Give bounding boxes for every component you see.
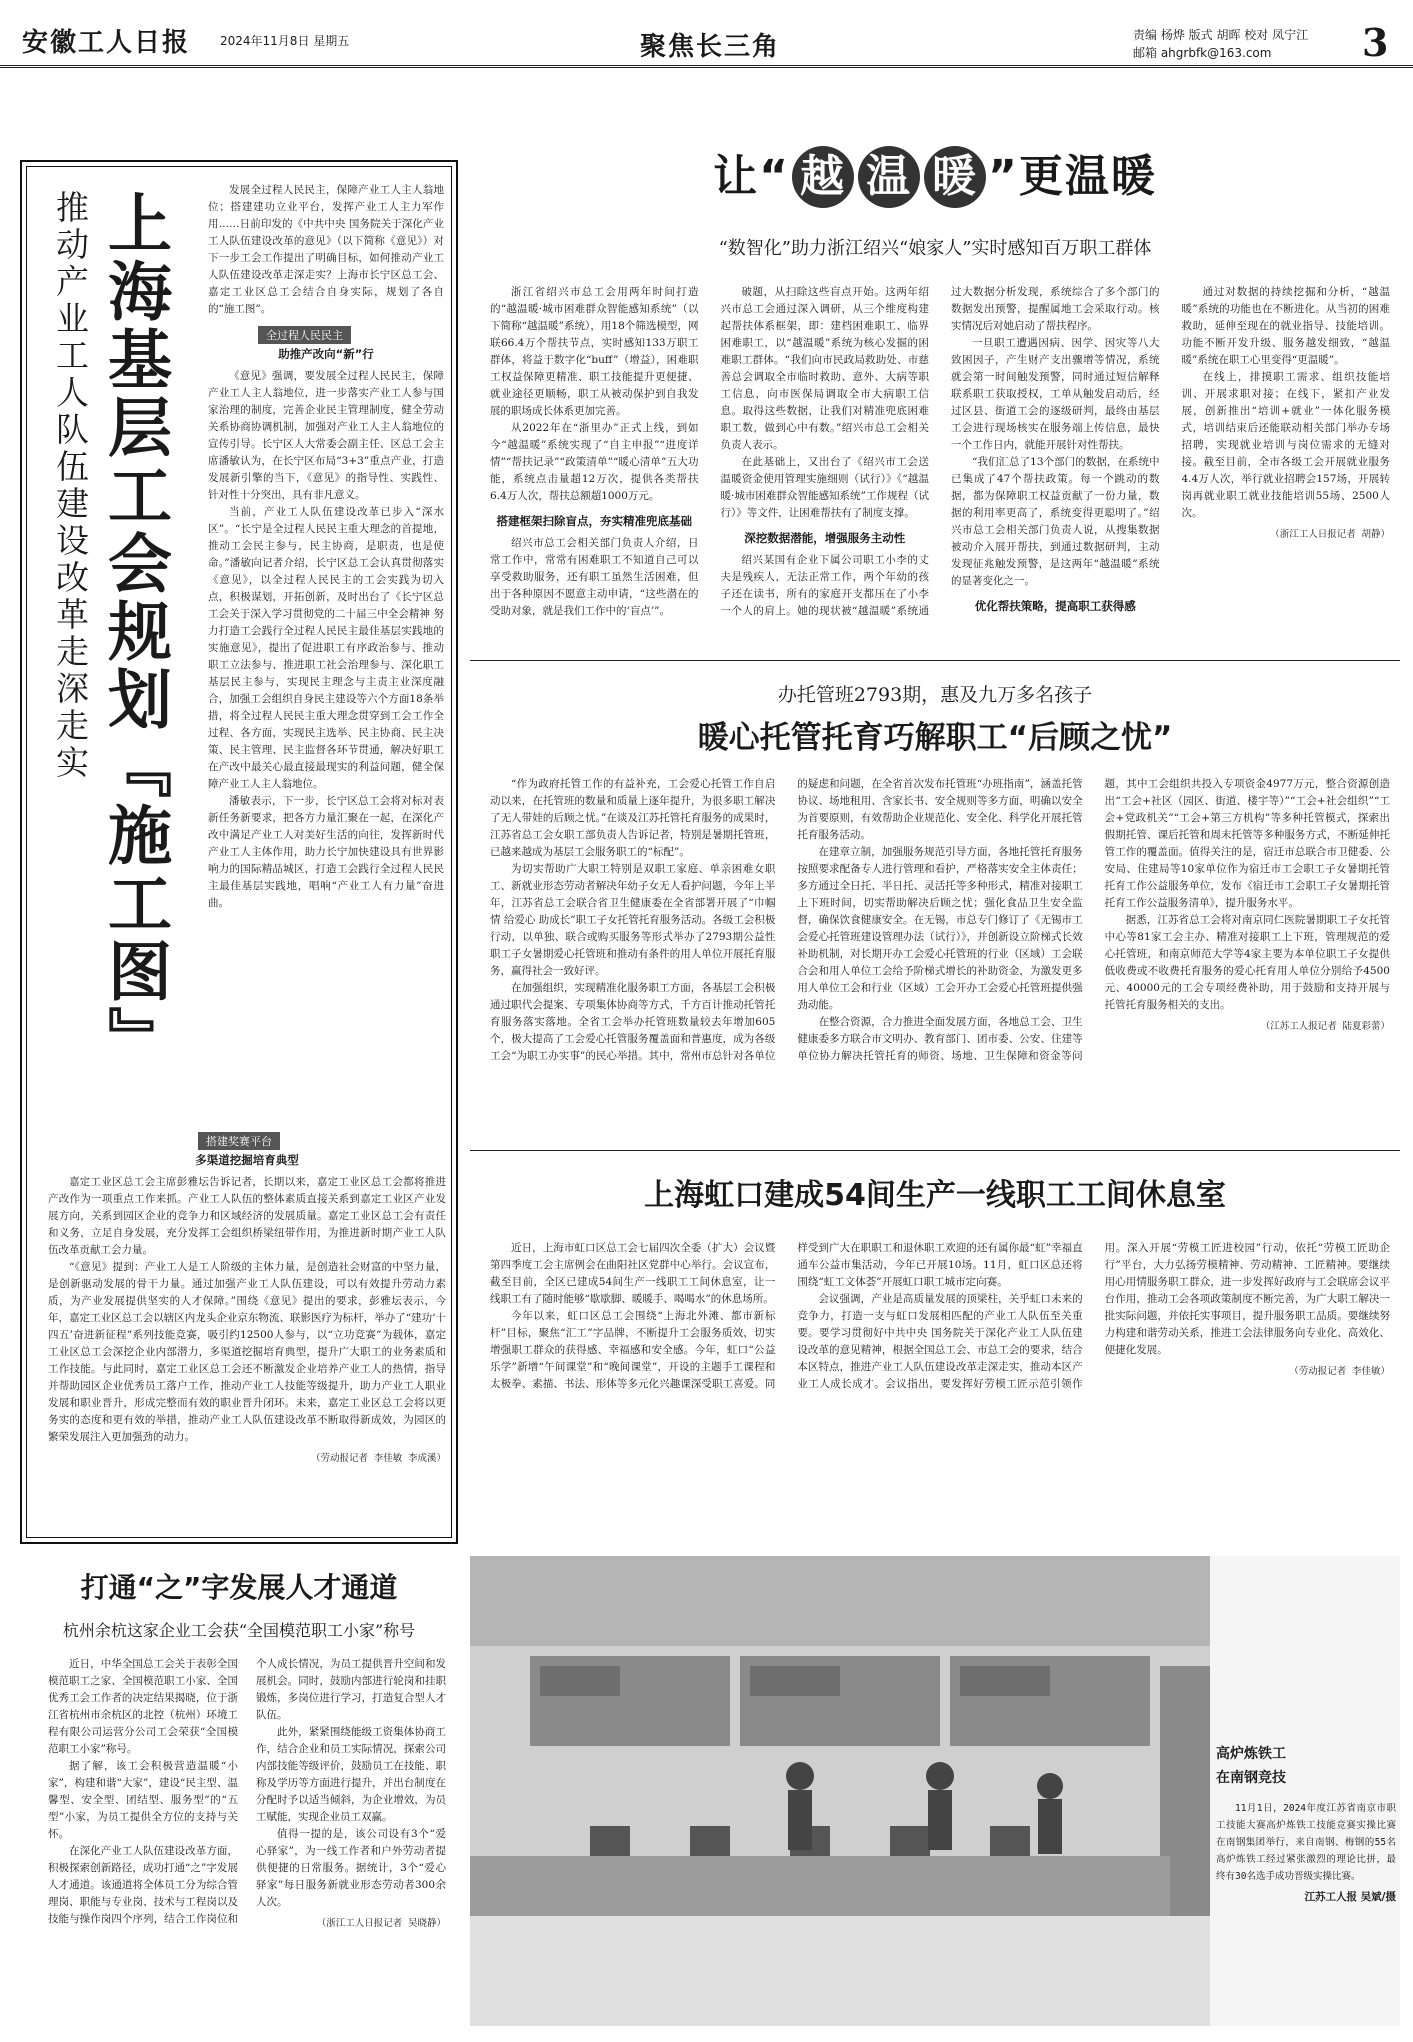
- paragraph: 在建章立制，加强服务规范引导方面，各地托管托育服务按照要求配备专人进行管理和看护，严格落实安全主体责任；多方通过全日托、半日托、灵活托等多种形式，精准对接职工上下班时间，切实帮助解决后顾之忧；强化食品卫生安全监督，确保饮食健康安全。在无锡，市总专门修订了《无锡市工会爱心托管班建设管理办法（试行）》，并创新设立阶梯式长效补助机制，对长期开办工会爱心托管班的行业（区域）工会联合会和用人单位工会给予阶梯式增长的补助资金，为激发更多用人单位工会和行业（区域）工会开办工会爱心托管班提供强劲动能。: [797, 846, 1083, 1011]
- paragraph: “作为政府托管工作的有益补充，工会爱心托管工作自启动以来，在托管班的数量和质量上逐年提升，为很多职工解决了无人带娃的后顾之忧。”在谈及江苏托管托育服务的成果时，江苏省总工会女职工部负责人告诉记者，特别是暑期托管班，已越来越成为基层工会服务职工的“标配”。: [490, 778, 776, 858]
- shanghai-lead-paragraph: 发展全过程人民民主，保障产业工人主人翁地位；搭建建功立业平台，发挥产业工人主力军作用……日前印发的《中共中央 国务院关于深化产业工人队伍建设改革的意见》（以下简称《意见》）对下一步工会工作提出了明确目标，如何推动产业工人队伍建设改革走深走实？上海市长宁区总工会、嘉定工业区总工会结合自身实际，规划了各自的“施工图”。: [208, 184, 444, 315]
- photo-illustration: [470, 1556, 1400, 2026]
- byline: （劳动报记者 李佳敏 李成溪）: [311, 1453, 446, 1464]
- paragraph: 当前，产业工人队伍建设改革已步入“深水区”。“长宁是全过程人民民主重大理念的首提地，推动工会民主参与，民主协商，是职责，也是使命。”潘敏向记者介绍，长宁区总工会认真贯彻落实《意见》，以全过程人民民主的工会实践为切入点，积极谋划，开拓创新，及时出台了《长宁区总工会关于深入学习贯彻党的二十届三中全会精神 努力打造工会践行全过程人民民主最佳基层实践地的实施意见》，提出了促进职工有序政治参与、推动职工立法参与、推进职工社会治理参与、深化职工基层民主参与，实现民主理念与主责主业深度融合，加强工会组织自身民主建设等六个方面18条举措，将全过程人民民主重大理念贯穿到工会工作全过程、各方面，实现民主选举、民主协商、民主决策、民主管理、民主监督各环节贯通，解决好职工在产改中最关心最直接最现实的利益问题，健全保障产业工人主人翁地位。: [208, 506, 444, 790]
- headline-char-circle: 越: [792, 146, 854, 208]
- shaoxing-body: [490, 284, 1390, 642]
- zhi-subhead: 杭州余杭这家企业工会获“全国模范职工小家”称号: [62, 1621, 416, 1640]
- paragraph: 《意见》强调，要发展全过程人民民主，保障产业工人主人翁地位，进一步落实产业工人参与国家治理的制度，完善企业民主管理制度，健全劳动关系协商协调机制，加强对产业工人主人翁地位的宣传引导。长宁区人大常委会副主任、区总工会主席潘敏认为，在长宁区布局“3+3”重点产业，打造发展新引擎的当下，《意见》的指导性、实践性、针对性十分突出，具有非凡意义。: [208, 370, 444, 501]
- paragraph: 破题，从扫除这些盲点开始。这两年绍兴市总工会通过深入调研，从三个维度构建起帮扶体系框架，即：建档困难职工、临界困难职工，以“越温暖”系统为核心发掘的困难职工群体。“我们向市民政局救助处、市慈善总会调取全市临时救助、意外、大病等职工信息，向市医保局调取全市大病职工信息。取得这些数据，让我们对精准兜底困难职工数，做到心中有数。”绍兴市总工会相关负责人表示。: [720, 286, 929, 451]
- section-subhead: 优化帮扶策略，提高职工获得感: [974, 599, 1136, 613]
- caption-title-line: 高炉炼铁工: [1216, 1746, 1286, 1762]
- paragraph: “《意见》提到：产业工人是工人阶级的主体力量，是创造社会财富的中坚力量，是创新驱动发展的骨干力量。通过加强产业工人队伍建设，可以有效提升劳动力素质，为产业发展提供坚实的人才保障。”围绕《意见》提出的要求，彭雅坛表示，今年，嘉定工业区总工会以辖区内龙头企业京东物流、联影医疗为标杆，举办了“建功‘十四五’奋进新征程”系列技能竞赛，吸引约12500人参与，以“立功竞赛”为载体，嘉定工业区总工会深挖企业内部潜力，多渠道挖掘培育典型，提升广大职工的业务素质和工作技能。与此同时，嘉定工业区总工会还不断激发企业培养产业工人的热情，指导并帮助园区企业优秀员工落户工作，推动产业工人技能等级提升，助力产业工人职业发展和职业晋升，形成完整而有效的职业晋升闭环。未来，嘉定工业区总工会将以更务实的态度和更有效的举措，推动产业工人队伍建设改革不断取得新成效，为园区的繁荣发展注入更加强劲的动力。: [48, 1261, 446, 1443]
- paragraph: 从2022年在“浙里办”正式上线，到如今“越温暖”系统实现了“自主申报”“进度详情”“帮扶记录”“政策清单”“暖心清单”五大功能，系统点击量超12万次，提供各类帮扶6.4万人次，帮扶总额超1000万元。: [490, 422, 699, 502]
- paragraph: 在线上，排摸职工需求、组织技能培训、开展求职对接；在线下，紧扣产业发展，创新推出“培训+就业”一体化服务模式，培训结束后还能联动相关部门举办专场招聘，实现就业培训与岗位需求的无缝对接。截至目前，全市各级工会开展就业服务4.4万人次，举行就业招聘会157场，开展转岗再就业职工就业技能培训55场、2500人次。: [1181, 371, 1390, 519]
- caption-title-line: 在南钢竞技: [1216, 1770, 1286, 1786]
- paragraph: 为切实帮助广大职工特别是双职工家庭、单亲困难女职工、新就业形态劳动者解决年幼子女无人看护问题，今年上半年，江苏省总工会联合省卫生健康委在全省部署开展了“巾帼情 给爱心 助成长”职工子女托管托育服务活动。各级工会积极行动，以单独、联合或购买服务等形式举办了2793期公益性职工子女暑期爱心托管班和推动有条件的用人单位开展托育服务，赢得社会一致好评。: [490, 863, 776, 977]
- paragraph: 值得一提的是，该公司设有3个“爱心驿家”，为一线工作者和户外劳动者提供便捷的日常服务。据统计，3个“爱心驿家”每日服务新就业形态劳动者300余人次。: [256, 1828, 446, 1908]
- headline-char-circle: 暖: [924, 146, 986, 208]
- masthead: [0, 0, 1413, 68]
- paragraph: 浙江省绍兴市总工会用两年时间打造的“越温暖·城市困难群众智能感知系统”（以下简称“越温暖”系统），用18个筛选模型，网联66.4万个帮扶节点，实时感知133万职工群体，将益于数字化“buff”（增益），困难职工权益保障更精准、职工技能提升更便捷、就业途径更顺畅，职工从被动保护到自我发展的职场成长体系更加完善。: [490, 286, 699, 417]
- paragraph: 通过对数据的持续挖掘和分析，“越温暖”系统的功能也在不断进化。从当初的困难救助，延伸至现在的就业指导、技能培训。功能不断开发升级、服务越发细致，“越温暖”系统在职工心里变得“更温暖”。: [1181, 286, 1390, 366]
- headline-prefix: 让“: [713, 151, 790, 202]
- photo-credit: 江苏工人报 吴斌/摄: [1304, 1891, 1396, 1903]
- section-subhead: 搭建框架扫除盲点，夯实精准兜底基础: [496, 514, 692, 528]
- paragraph: 在深化产业工人队伍建设改革方面，积极探索创新路径，成功打通“之”字发展人才通道。该通道将全体员工分为综合管理岗、职能与专业岗、技术与工程岗以及技能与操作岗四个序列，结合工作岗位和个人成长情况，为员工提供晋升空间和发展机会。同时，鼓励内部进行轮岗和挂职锻炼，多岗位进行学习，打造复合型人才队伍。: [48, 1658, 446, 1925]
- shanghai-column-a: [208, 182, 444, 912]
- hongkou-body: [490, 1240, 1390, 1525]
- paragraph: 据了解，该工会积极营造温暖“小家”，构建和谐“大家”，建设“民主型、温馨型、安全型、团结型、服务型”的“五型”小家，为员工提供全方位的支持与关怀。: [48, 1760, 238, 1840]
- section-subhead: 深挖数据潜能，增强服务主动性: [744, 531, 906, 545]
- section-tag: 全过程人民民主: [258, 326, 351, 344]
- photo-caption: [1216, 1800, 1396, 1906]
- section-subhead: 助推产改向“新”行: [278, 347, 374, 361]
- shaoxing-subhead: “数智化”助力浙江绍兴“娘家人”实时感知百万职工群体: [718, 238, 1152, 259]
- shanghai-column-b: [48, 1124, 446, 1464]
- section-subhead: 多渠道挖掘培育典型: [195, 1153, 299, 1167]
- zhi-body: [48, 1656, 446, 2026]
- paragraph: 嘉定工业区总工会主席彭雅坛告诉记者，长期以来，嘉定工业区总工会都将推进产改作为一项重点工作来抓。产业工人队伍的整体素质直接关系到嘉定工业区产业发展方向，关系到园区企业的竞争力和区域经济的发展质量。嘉定工业区总工会有责任和义务，立足自身发展，充分发挥工会组织桥梁纽带作用，为推进新时期产业工人队伍改革贡献工会力量。: [48, 1176, 446, 1256]
- shanghai-headline: 上海基层工会规划『施工图』: [97, 190, 171, 1074]
- paragraph: 绍兴市总工会相关部门负责人介绍，日常工作中，常常有困难职工不知道自己可以享受救助服务，还有职工虽然生活困难，但出于各种原因不愿意主动申请，“这些潜在的受助对象，就是我们工作中的‘盲点’”。: [490, 537, 699, 617]
- paragraph: 在整合资源，合力推进全面发展方面，各地总工会、卫生健康委多方联合市文明办、教育部门、团市委、公安、住建等单位协力解决托管托育的师资、场地、卫生保障和资金等问题，其中工会组织共投入专项资金4977万元，整合资源创造出“工会+社区（园区、街道、楼宇等）”“工会+社会组织”“工会+党政机关”“工会+第三方机构”等多种托管模式，探索出假期托管、课后托管和周末托管等多种服务方式，不断延伸托管工作的覆盖面。值得关注的是，宿迁市总联合市卫健委、公安局、住建局等10家单位作为宿迁市工会职工子女暑期托管托育工作公益服务单位，发布《宿迁市工会职工子女暑期托管托育工作公益服务清单》，提升服务水平。: [797, 778, 1390, 1062]
- byline: （浙江工人日报记者 吴晓静）: [316, 1918, 446, 1929]
- control-room-photo: [470, 1556, 1400, 2026]
- paragraph: 一旦职工遭遇因病、因学、因灾等八大致困因子，产生财产支出骤增等情况，系统就会第一时间触发预警，同时通过短信解释联系职工获取授权，工单从触发启动后，经过区县、街道工会的逐级研判，最终由基层工会进行现场核实在服务端上传信息，最快一个工作日内，就能开展针对性帮扶。: [951, 337, 1160, 451]
- byline: （浙江工人日报记者 胡静）: [1270, 529, 1390, 540]
- photo-caption-title: [1216, 1742, 1396, 1790]
- paragraph: “我们汇总了13个部门的数据，在系统中已集成了47个帮扶政策。每一个跳动的数据，都为保障职工权益贡献了一份力量，数据的利用率更高了，系统变得更聪明了。”绍兴市总工会相关部门负责人说，从搜集数据被动介入展开帮扶，到通过数据研判，主动发现征兆触发预警，是这两年“越温暖”系统的显著变化之一。: [951, 456, 1160, 587]
- caption-body: 11月1日，2024年度江苏省南京市职工技能大赛高炉炼铁工技能竞赛实操比赛在南钢集团举行，来自南钢、梅钢的55名高炉炼铁工经过紧张激烈的理论比拼，最终有30名选手成功晋级实操比赛。: [1216, 1803, 1396, 1882]
- divider: [470, 660, 1400, 661]
- paragraph: 在此基础上，又出台了《绍兴市工会送温暖资金使用管理实施细则（试行）》《“越温暖·城市困难群众智能感知系统”工作规程（试行）》等文件，让困难帮扶有了制度支撑。: [720, 456, 929, 519]
- paragraph: 今年以来，虹口区总工会围绕“上海北外滩、都市新标杆”目标，聚焦“汇工”字品牌，不断提升工会服务质效，切实增强职工群众的获得感、幸福感和安全感。今年，虹口“公益乐学”新增“午间课堂”和“晚间课堂”，开设的主题手工课程和太极拳、素描、书法、形体等多元化兴趣课深受职工喜爱。同样受到广大在职职工和退休职工欢迎的还有属你最“虹”幸福直通车公益市集活动，今年已开展10场。11月，虹口区总还将围绕“虹工文体荟”开展虹口职工城市定向赛。: [490, 1242, 1083, 1390]
- hongkou-headline: 上海虹口建成54间生产一线职工工间休息室: [644, 1178, 1226, 1213]
- newspaper-logo: 安徽工人日报: [22, 28, 191, 58]
- paragraph: 会议强调，产业是高质量发展的顶梁柱，关乎虹口未来的竞争力，打造一支与虹口发展相匹配的产业工人队伍至关重要。要学习贯彻好中共中央 国务院关于深化产业工人队伍建设改革的意见精神，根据全国总工会、市总工会的要求，结合本区特点，推进产业工人队伍建设改革走深走实，推动本区产业工人成长成才。会议指出，要发挥好劳模工匠示范引领作用。深入开展“劳模工匠进校园”行动，依托“劳模工匠助企行”平台，大力弘扬劳模精神、劳动精神、工匠精神。要继续用心用情服务职工群众，进一步发挥好政府与工会联席会议平台作用，推动工会各项政策制度不断完善，为广大职工解决一批实际问题，并依托实事项目，提升服务职工品质。要继续努力构建和谐劳动关系，推进工会法律服务向专业化、高效化、便捷化发展。: [797, 1242, 1390, 1390]
- childcare-kicker: 办托管班2793期，惠及九万多名孩子: [777, 684, 1093, 706]
- editor-info: [1133, 26, 1308, 62]
- paragraph: 据悉，江苏省总工会将对南京同仁医院暑期职工子女托管中心等81家工会主办、精准对接职工上下班，管理规范的爱心托管班，和南京师范大学等4家主要为本单位职工子女提供低收费或不收费托育服务的爱心托育用人单位分别给予4500元、40000元的工会专项经费补助，用于鼓励和支持开展与托管托育服务相关的支出。: [1104, 914, 1390, 1011]
- section-tag: 搭建奖赛平台: [198, 1132, 280, 1150]
- headline-char-circle: 温: [858, 146, 920, 208]
- zhi-headline: 打通“之”字发展人才通道: [80, 1571, 398, 1604]
- paragraph: 潘敏表示，下一步，长宁区总工会将对标对表新任务新要求，把各方力量汇聚在一起，在深化产改中满足产业工人对美好生活的向往，发挥新时代产业工人主体作用，助力长宁加快建设具有世界影响力的国际精品城区，打造工会践行全过程人民民主最佳基层实践地，唱响“产业工人有力量”奋进曲。: [208, 795, 444, 909]
- shaoxing-headline: [470, 140, 1400, 208]
- editor-line-1: 责编 杨烨 版式 胡晖 校对 凤宁江: [1133, 28, 1309, 42]
- headline-suffix: ”更温暖: [988, 151, 1157, 202]
- paragraph: 近日，上海市虹口区总工会七届四次全委（扩大）会议暨第四季度工会主席例会在曲阳社区党群中心举行。会议宣布，截至目前，全区已建成54间生产一线职工工间休息室，让一线职工有了随时能够“歇歇脚、暖暖手、喝喝水”的休息场所。: [490, 1242, 776, 1305]
- paragraph: 绍兴某国有企业下属公司职工小李的丈夫是残疾人，无法正常工作，两个年幼的孩子还在读书，所有的家庭开支都压在了小李一个人的肩上。她的现状被“越温暖”系统通过大数据分析发现，系统综合了多个部门的数据发出预警，提醒属地工会采取行动。核实情况后对她启动了帮扶程序。: [720, 286, 1160, 617]
- childcare-headline: 暖心托管托育巧解职工“后顾之忧”: [697, 720, 1173, 756]
- divider: [470, 1150, 1400, 1151]
- issue-date: 2024年11月8日 星期五: [220, 34, 350, 48]
- byline: （江苏工人报记者 陆夏彩蕾）: [1260, 1021, 1390, 1032]
- editor-line-2: 邮箱 ahgrbfk@163.com: [1133, 46, 1272, 60]
- childcare-body: [490, 776, 1390, 1136]
- byline: （劳动报记者 李佳敏）: [1289, 1366, 1390, 1377]
- paragraph: 在加强组织，实现精准化服务职工方面，各基层工会积极通过职代会提案、专项集体协商等方式，千方百计推动托管托育服务落实落地。全省工会举办托管班数量较去年增加605个，极大提高了工会爱心托管服务覆盖面和普惠度，成为各级工会“为职工办实事”的民心举措。其中，常州市总针对各单位的疑虑和问题，在全省首次发布托管班“办班指南”，涵盖托管协议、场地租用、含家长书、安全规则等多方面，明确以安全为首要原则，有效帮助企业规范化、安全化、科学化开展托管托育服务活动。: [490, 778, 1083, 1062]
- section-title: 聚焦长三角: [640, 32, 781, 62]
- page-number: 3: [1362, 20, 1389, 65]
- shanghai-deck: 推动产业工人队伍建设改革走深走实: [51, 190, 90, 782]
- paragraph: 近日，中华全国总工会关于表彰全国模范职工之家、全国模范职工小家、全国优秀工会工作者的决定结果揭晓，位于浙江省杭州市余杭区的北控（杭州）环境工程有限公司运营分公司工会荣获“全国模范职工小家”称号。: [48, 1658, 238, 1755]
- paragraph: 此外，紧紧围绕能级工资集体协商工作，结合企业和员工实际情况，探索公司内部技能等级评价，鼓励员工在技能、职称及学历等方面进行提升，并出台制度在分配时予以适当倾斜，为企业增效，为员工赋能，实现企业员工双赢。: [256, 1726, 446, 1823]
